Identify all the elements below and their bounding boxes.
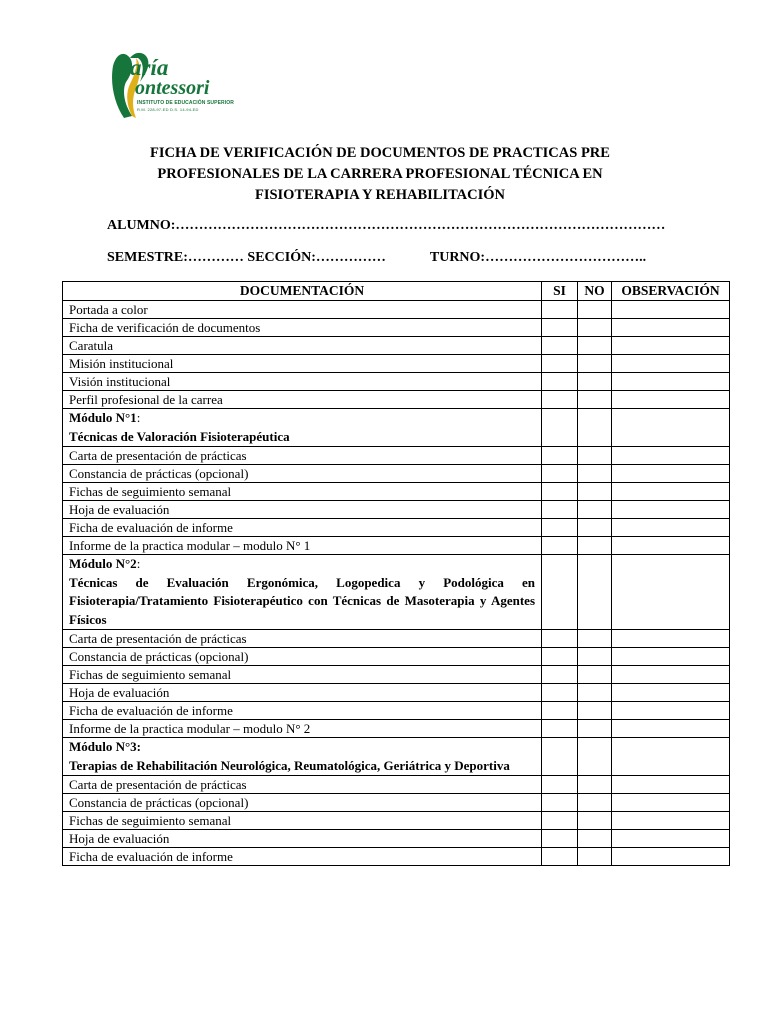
table-row (63, 519, 730, 537)
no-check-cell[interactable] (578, 337, 612, 355)
si-check-cell[interactable] (542, 355, 578, 373)
no-check-cell[interactable] (578, 537, 612, 555)
module-row (63, 409, 730, 447)
no-check-cell[interactable] (578, 702, 612, 720)
document-name-cell: Carta de presentación de prácticas (63, 630, 542, 648)
header-observacion: OBSERVACIÓN (612, 282, 730, 301)
turno-field[interactable]: TURNO:…………………………….. (429, 250, 647, 265)
logo-text-line1: aría (130, 55, 169, 80)
document-name-cell: Portada a color (63, 301, 542, 319)
si-check-cell[interactable] (542, 501, 578, 519)
no-check-cell[interactable] (578, 447, 612, 465)
table-row (63, 501, 730, 519)
module-subtitle: Terapias de Rehabilitación Neurológica, Reumatológica, Geriátrica y Deportiva (69, 757, 510, 773)
table-row (63, 319, 730, 337)
observation-cell[interactable] (612, 391, 730, 409)
si-check-cell[interactable] (542, 830, 578, 848)
si-check-cell[interactable] (542, 630, 578, 648)
observation-cell[interactable] (612, 738, 730, 776)
document-name-cell: Visión institucional (63, 373, 542, 391)
document-name-cell: Hoja de evaluación (63, 830, 542, 848)
module-label: Módulo N°2 (69, 556, 137, 571)
document-name-cell: Ficha de evaluación de informe (63, 519, 542, 537)
si-check-cell[interactable] (542, 648, 578, 666)
observation-cell[interactable] (612, 702, 730, 720)
si-check-cell[interactable] (542, 391, 578, 409)
document-name-cell: Hoja de evaluación (63, 501, 542, 519)
observation-cell[interactable] (612, 519, 730, 537)
si-check-cell[interactable] (542, 738, 578, 776)
module-subtitle: Técnicas de Evaluación Ergonómica, Logopedica y Podológica en Fisioterapia/Tratamiento Fisioterapéutico con Técnicas de Masoterapia y Agentes Físicos (69, 574, 535, 627)
table-row (63, 465, 730, 483)
si-check-cell[interactable] (542, 666, 578, 684)
module-colon: : (136, 410, 141, 425)
module-heading (69, 555, 535, 574)
si-check-cell[interactable] (542, 555, 578, 630)
document-name-cell: Ficha de evaluación de informe (63, 848, 542, 866)
observation-cell[interactable] (612, 373, 730, 391)
module-subtitle: Técnicas de Valoración Fisioterapéutica (69, 428, 290, 444)
module-label: Módulo N°1 (69, 410, 137, 425)
table-row (63, 630, 730, 648)
observation-cell[interactable] (612, 794, 730, 812)
table-row (63, 301, 730, 319)
no-check-cell[interactable] (578, 648, 612, 666)
document-name-cell: Misión institucional (63, 355, 542, 373)
table-row (63, 702, 730, 720)
observation-cell[interactable] (612, 319, 730, 337)
observation-cell[interactable] (612, 830, 730, 848)
module-cell (63, 555, 542, 630)
no-check-cell[interactable] (578, 830, 612, 848)
no-check-cell[interactable] (578, 483, 612, 501)
si-check-cell[interactable] (542, 483, 578, 501)
documents-checklist-table (62, 281, 730, 866)
observation-cell[interactable] (612, 630, 730, 648)
no-check-cell[interactable] (578, 684, 612, 702)
observation-cell[interactable] (612, 812, 730, 830)
document-name-cell: Constancia de prácticas (opcional) (63, 794, 542, 812)
table-row (63, 848, 730, 866)
observation-cell[interactable] (612, 666, 730, 684)
observation-cell[interactable] (612, 776, 730, 794)
document-name-cell: Constancia de prácticas (opcional) (63, 648, 542, 666)
document-name-cell: Fichas de seguimiento semanal (63, 812, 542, 830)
si-check-cell[interactable] (542, 519, 578, 537)
observation-cell[interactable] (612, 301, 730, 319)
si-check-cell[interactable] (542, 465, 578, 483)
document-title (120, 143, 640, 206)
no-check-cell[interactable] (578, 391, 612, 409)
observation-cell[interactable] (612, 648, 730, 666)
observation-cell[interactable] (612, 684, 730, 702)
logo-subtitle: INSTITUTO DE EDUCACIÓN SUPERIOR (137, 100, 234, 106)
document-name-cell: Carta de presentación de prácticas (63, 447, 542, 465)
no-check-cell[interactable] (578, 776, 612, 794)
logo-text-line2: ontessori (135, 77, 210, 99)
module-row (63, 738, 730, 776)
si-check-cell[interactable] (542, 319, 578, 337)
document-name-cell: Perfil profesional de la carrea (63, 391, 542, 409)
module-row (63, 555, 730, 630)
title-line-3: FISIOTERAPIA Y REHABILITACIÓN (254, 187, 506, 203)
table-header-row (63, 282, 730, 301)
no-check-cell[interactable] (578, 555, 612, 630)
si-check-cell[interactable] (542, 301, 578, 319)
no-check-cell[interactable] (578, 738, 612, 776)
document-name-cell: Constancia de prácticas (opcional) (63, 465, 542, 483)
table-row (63, 776, 730, 794)
document-name-cell: Hoja de evaluación (63, 684, 542, 702)
si-check-cell[interactable] (542, 684, 578, 702)
module-heading (69, 409, 535, 428)
header-si: SI (542, 282, 578, 301)
observation-cell[interactable] (612, 409, 730, 447)
document-name-cell: Ficha de verificación de documentos (63, 319, 542, 337)
no-check-cell[interactable] (578, 630, 612, 648)
no-check-cell[interactable] (578, 465, 612, 483)
module-heading (69, 738, 535, 757)
table-row (63, 355, 730, 373)
observation-cell[interactable] (612, 337, 730, 355)
table-row (63, 373, 730, 391)
no-check-cell[interactable] (578, 720, 612, 738)
si-check-cell[interactable] (542, 537, 578, 555)
table-row (63, 337, 730, 355)
table-row (63, 720, 730, 738)
semestre-seccion-field[interactable]: SEMESTRE:………… SECCIÓN:…………… (107, 250, 386, 265)
document-name-cell: Carta de presentación de prácticas (63, 776, 542, 794)
document-name-cell: Informe de la practica modular – modulo N° 1 (63, 537, 542, 555)
table-row (63, 812, 730, 830)
observation-cell[interactable] (612, 501, 730, 519)
no-check-cell[interactable] (578, 355, 612, 373)
no-check-cell[interactable] (578, 848, 612, 866)
document-name-cell: Fichas de seguimiento semanal (63, 483, 542, 501)
module-label: Módulo N°3: (69, 739, 142, 754)
observation-cell[interactable] (612, 537, 730, 555)
table-row (63, 666, 730, 684)
document-name-cell: Caratula (63, 337, 542, 355)
logo-registration: R.M. 228-97-ED D.S. 14-94-ED (137, 107, 199, 112)
no-check-cell[interactable] (578, 666, 612, 684)
table-row (63, 648, 730, 666)
si-check-cell[interactable] (542, 373, 578, 391)
observation-cell[interactable] (612, 848, 730, 866)
si-check-cell[interactable] (542, 848, 578, 866)
table-row (63, 830, 730, 848)
title-line-1: FICHA DE VERIFICACIÓN DE DOCUMENTOS DE PRACTICAS PRE (150, 145, 610, 161)
observation-cell[interactable] (612, 483, 730, 501)
observation-cell[interactable] (612, 720, 730, 738)
document-name-cell: Informe de la practica modular – modulo N° 2 (63, 720, 542, 738)
no-check-cell[interactable] (578, 409, 612, 447)
header-no: NO (578, 282, 612, 301)
no-check-cell[interactable] (578, 319, 612, 337)
module-colon: : (136, 556, 141, 571)
si-check-cell[interactable] (542, 702, 578, 720)
observation-cell[interactable] (612, 447, 730, 465)
module-cell (63, 409, 542, 447)
no-check-cell[interactable] (578, 301, 612, 319)
observation-cell[interactable] (612, 465, 730, 483)
no-check-cell[interactable] (578, 373, 612, 391)
document-name-cell: Ficha de evaluación de informe (63, 702, 542, 720)
document-name-cell: Fichas de seguimiento semanal (63, 666, 542, 684)
no-check-cell[interactable] (578, 501, 612, 519)
semestre-seccion-turno-row (107, 250, 646, 266)
si-check-cell[interactable] (542, 794, 578, 812)
alumno-field[interactable]: ALUMNO:…………………………………………………………………………………………… (107, 218, 666, 233)
si-check-cell[interactable] (542, 337, 578, 355)
observation-cell[interactable] (612, 355, 730, 373)
table-row (63, 794, 730, 812)
no-check-cell[interactable] (578, 794, 612, 812)
observation-cell[interactable] (612, 555, 730, 630)
si-check-cell[interactable] (542, 720, 578, 738)
title-line-2: PROFESIONALES DE LA CARRERA PROFESIONAL TÉCNICA EN (157, 166, 603, 182)
table-row (63, 483, 730, 501)
table-row (63, 447, 730, 465)
module-cell (63, 738, 542, 776)
si-check-cell[interactable] (542, 776, 578, 794)
no-check-cell[interactable] (578, 519, 612, 537)
institute-logo (110, 48, 240, 124)
table-row (63, 391, 730, 409)
si-check-cell[interactable] (542, 447, 578, 465)
table-row (63, 537, 730, 555)
table-body (63, 301, 730, 866)
no-check-cell[interactable] (578, 812, 612, 830)
table-row (63, 684, 730, 702)
si-check-cell[interactable] (542, 812, 578, 830)
header-documentacion: DOCUMENTACIÓN (63, 282, 542, 301)
si-check-cell[interactable] (542, 409, 578, 447)
